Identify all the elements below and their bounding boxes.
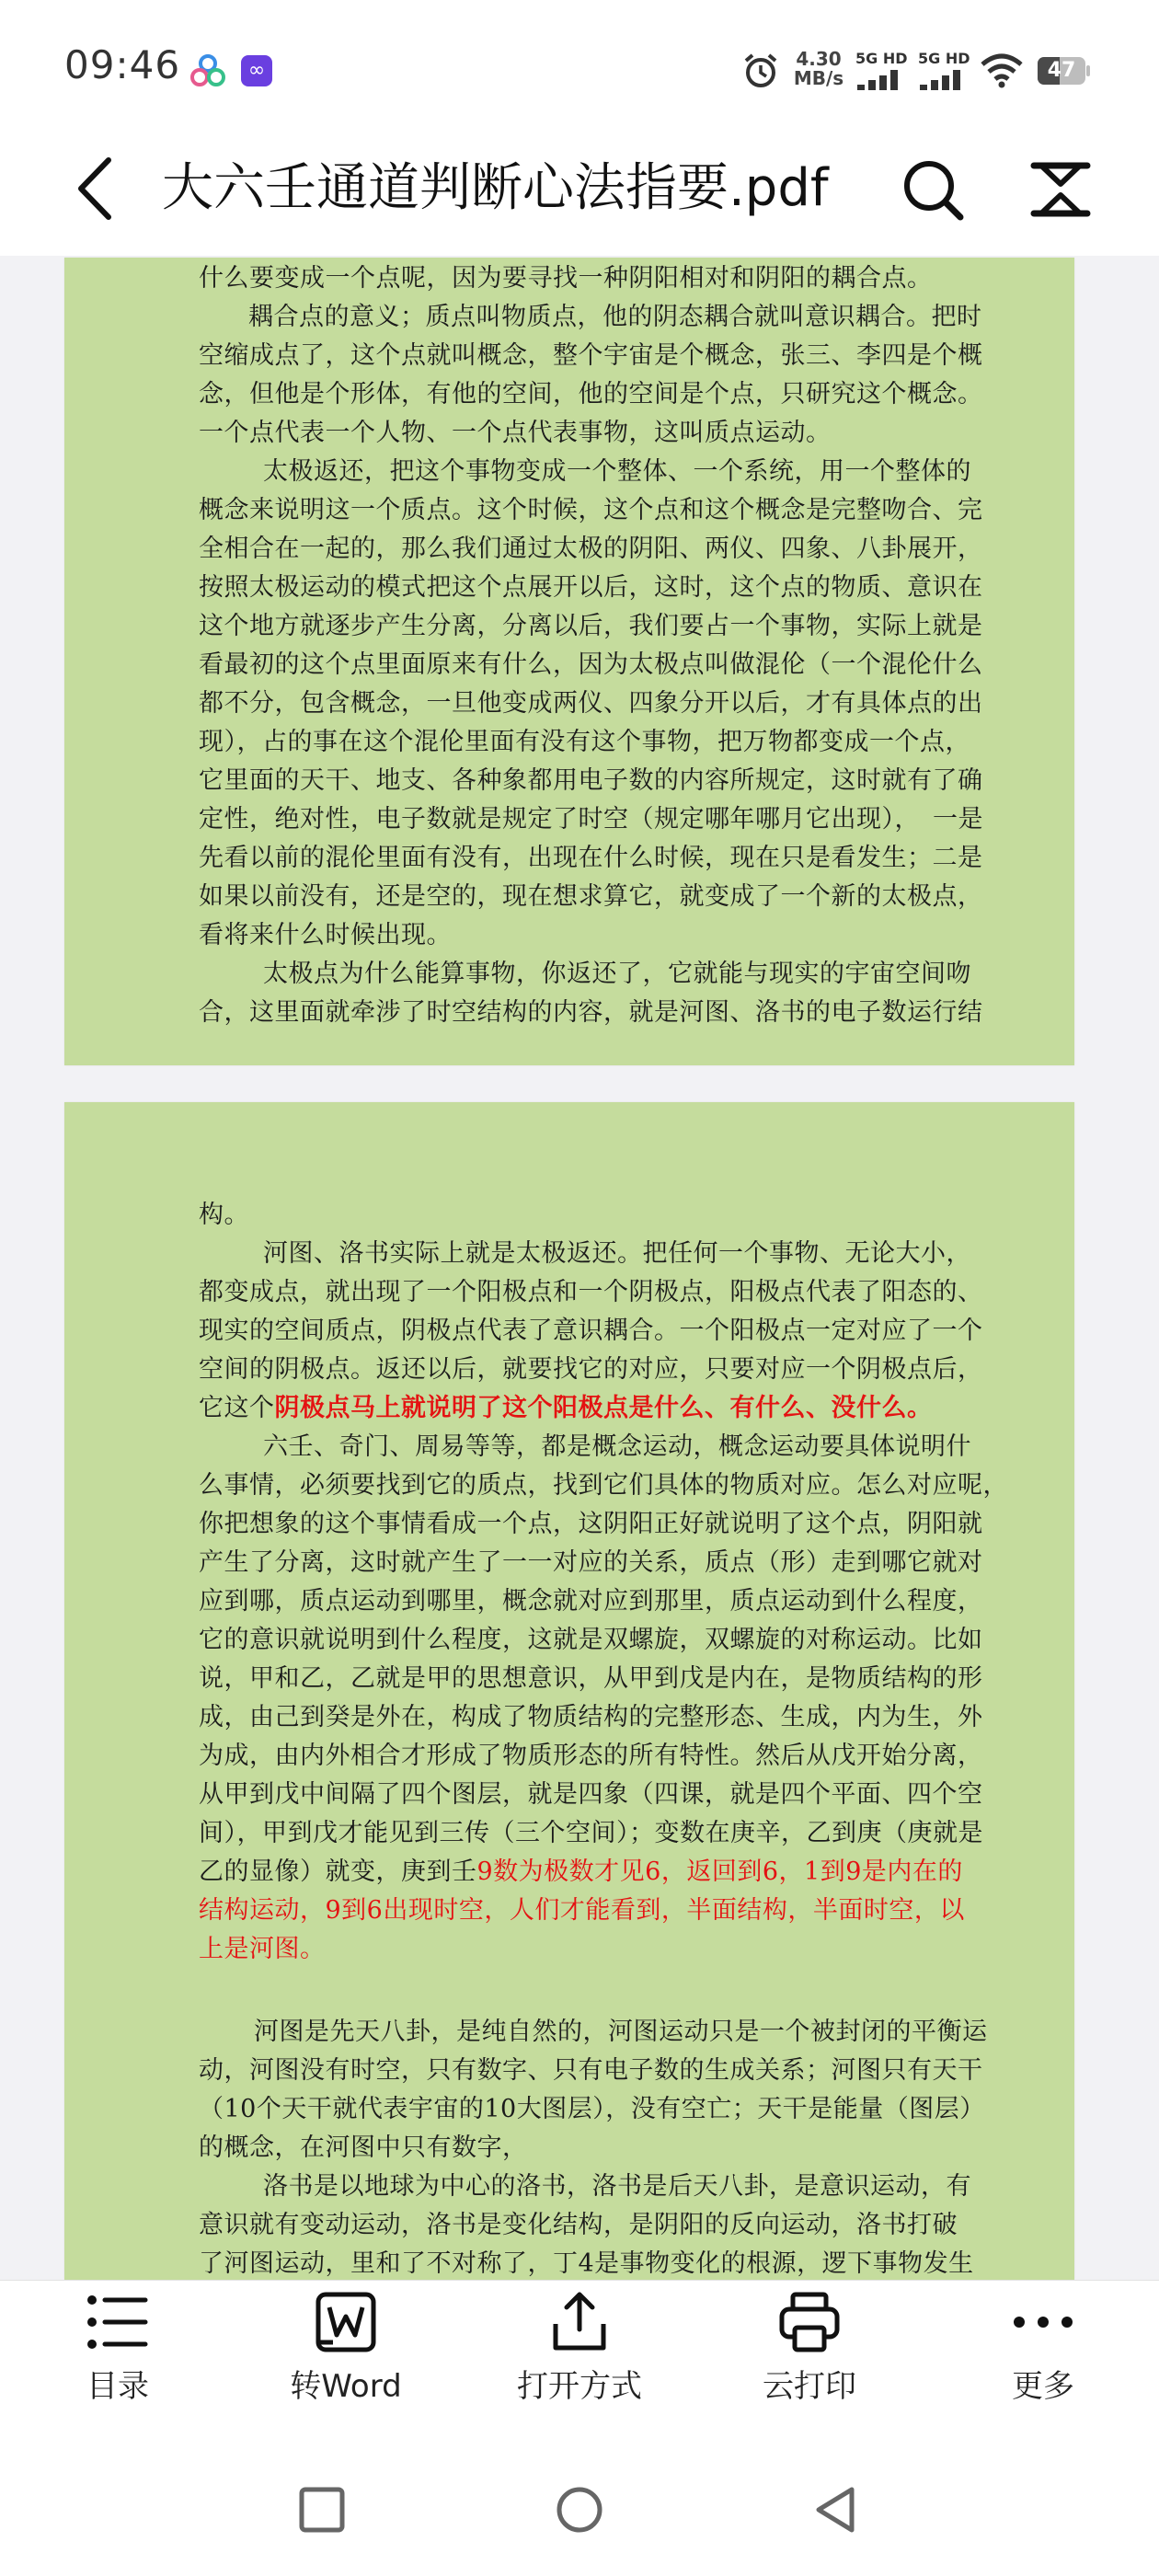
- text-line: 看将来什么时候出现。: [199, 921, 452, 949]
- share-icon: [546, 2289, 613, 2355]
- home-icon[interactable]: [552, 2482, 607, 2537]
- text-line: 现），占的事在这个混伦里面有没有这个事物，把万物都变成一个点，: [199, 728, 970, 756]
- app-badge-icon: ∞: [241, 55, 272, 86]
- toolbar-item-contents[interactable]: [26, 2289, 210, 2445]
- text-line: 耦合点的意义；质点叫物质点，他的阴态耦合就叫意识耦合。把时: [248, 303, 982, 331]
- net-speed: [789, 50, 848, 88]
- text-line: 河图、洛书实际上就是太极返还。把任何一个事物、无论大小，: [263, 1239, 971, 1268]
- sim2-label: 5G HD: [918, 50, 970, 67]
- alarm-icon: [741, 52, 780, 90]
- flower-icon: [189, 53, 226, 90]
- text-line: 的概念，在河图中只有数字，: [199, 2133, 528, 2162]
- text-line: 现实的空间质点，阴极点代表了意识耦合。一个阳极点一定对应了一个: [199, 1317, 983, 1345]
- text-line: 一个点代表一个人物、一个点代表事物，这叫质点运动。: [199, 419, 832, 447]
- text-line: 念，但他是个形体，有他的空间，他的空间是个点，只研究这个概念。: [199, 380, 983, 408]
- text-line: 这个地方就逐步产生分离，分离以后，我们要占一个事物，实际上就是: [199, 612, 983, 640]
- text-line: 洛书是以地球为中心的洛书，洛书是后天八卦，是意识运动，有: [263, 2172, 971, 2201]
- toolbar-label: 更多: [1012, 2368, 1074, 2405]
- text-line: 空缩成点了，这个点就叫概念，整个宇宙是个概念，张三、李四是个概: [199, 341, 983, 370]
- signal-bars-icon: [857, 70, 909, 90]
- back-arrow-icon[interactable]: [72, 155, 118, 223]
- text-line: [199, 1391, 1045, 1428]
- highlighted-text: 阴极点马上就说明了这个阳极点是什么、有什么、没什么。: [274, 1394, 933, 1422]
- text-line: 都不分，包含概念，一旦他变成两仪、四象分开以后，才有具体点的出: [199, 689, 983, 718]
- sim1-label: 5G HD: [855, 50, 908, 67]
- text-line: 说，甲和乙，乙就是甲的思想意识，从甲到戊是内在，是物质结构的形: [199, 1664, 983, 1693]
- text-line: 应到哪，质点运动到哪里，概念就对应到那里，质点运动到什么程度，: [199, 1587, 983, 1616]
- more-dots-icon: [1010, 2289, 1076, 2355]
- signal-icon: [918, 50, 975, 92]
- text-line: 按照太极运动的模式把这个点展开以后，这时，这个点的物质、意识在: [199, 573, 983, 602]
- word-convert-icon: [313, 2289, 379, 2355]
- text-line: 全相合在一起的，那么我们通过太极的阴阳、两仪、四象、八卦展开，: [199, 535, 983, 563]
- text-line: 太极点为什么能算事物，你返还了，它就能与现实的宇宙空间吻: [263, 960, 971, 988]
- text-line: 它里面的天干、地支、各种象都用电子数的内容所规定，这时就有了确: [199, 766, 983, 795]
- printer-icon: [776, 2289, 843, 2355]
- toolbar-item-cloud-print[interactable]: [717, 2289, 901, 2445]
- toolbar-label: 打开方式: [517, 2368, 642, 2405]
- text-line: 成，由己到癸是外在，构成了物质结构的完整形态、生成，内为生，外: [199, 1703, 983, 1731]
- text-line: 定性，绝对性，电子数就是规定了时空（规定哪年哪月它出现）， 一是: [199, 805, 983, 834]
- text-line: 动，河图没有时空，只有数字、只有电子数的生成关系；河图只有天干: [199, 2056, 983, 2085]
- toolbar-label: 云打印: [763, 2368, 856, 2405]
- text-line: 空间的阴极点。返还以后，就要找它的对应，只要对应一个阴极点后，: [199, 1355, 983, 1384]
- text-line: 概念来说明这一个质点。这个时候，这个点和这个概念是完整吻合、完: [199, 496, 983, 524]
- back-icon[interactable]: [809, 2482, 865, 2537]
- text-line: 产生了分离，这时就产生了一一对应的关系，质点（形）走到哪它就对: [199, 1548, 983, 1577]
- text-line: 先看以前的混伦里面有没有，出现在什么时候，现在只是看发生；二是: [199, 844, 983, 872]
- toolbar-item-to-word[interactable]: [254, 2289, 438, 2445]
- text-line: 六壬、奇门、周易等等，都是概念运动，概念运动要具体说明什: [263, 1432, 971, 1461]
- battery-icon: [1038, 57, 1091, 85]
- toolbar-label: 目录: [86, 2368, 149, 2405]
- text-line: [199, 1855, 1045, 1892]
- list-icon: [85, 2289, 151, 2355]
- pdf-page-1[interactable]: [64, 258, 1074, 1065]
- text-line: 了河图运动，里和了不对称了，丁4是事物变化的根源，逻下事物发生: [199, 2249, 974, 2278]
- text-line: 它的意识就说明到什么程度，这就是双螺旋，双螺旋的对称运动。比如: [199, 1626, 983, 1654]
- text-line: 都变成点，就出现了一个阳极点和一个阴极点，阳极点代表了阳态的、: [199, 1278, 983, 1306]
- toolbar-item-open-with[interactable]: [488, 2289, 671, 2445]
- text-line: 从甲到戊中间隔了四个图层，就是四象（四课，就是四个平面、四个空: [199, 1780, 983, 1809]
- text-line: 意识就有变动运动，洛书是变化结构，是阴阳的反向运动，洛书打破: [199, 2211, 958, 2239]
- text-line: 你把想象的这个事情看成一个点，这阴阳正好就说明了这个点，阴阳就: [199, 1510, 983, 1538]
- search-icon[interactable]: [900, 156, 966, 223]
- battery-level: 47: [1047, 59, 1076, 82]
- text-line: 构。: [199, 1201, 249, 1229]
- toolbar-item-more[interactable]: [951, 2289, 1135, 2445]
- wifi-icon: [981, 53, 1023, 88]
- text-line: 合，这里面就牵涉了时空结构的内容，就是河图、洛书的电子数运行结: [199, 998, 983, 1027]
- highlighted-text: 上是河图。: [199, 1935, 326, 1963]
- highlighted-text: 结构运动，9到6出现时空，人们才能看到，半面结构，半面时空，以: [199, 1896, 965, 1925]
- toolbar-label: 转Word: [290, 2368, 402, 2405]
- text-segment: 它这个: [199, 1394, 275, 1422]
- signal-icon: [855, 50, 912, 92]
- text-line: 什么要变成一个点呢，因为要寻找一种阴阳相对和阴阳的耦合点。: [199, 264, 933, 293]
- text-line: （10个天干就代表宇宙的10大图层），没有空亡；天干是能量（图层）: [199, 2095, 985, 2123]
- text-line: 太极返还，把这个事物变成一个整体、一个系统，用一个整体的: [263, 457, 971, 486]
- pdf-page-2[interactable]: [64, 1102, 1074, 2280]
- text-line: 为成，由内外相合才形成了物质形态的所有特性。然后从戊开始分离，: [199, 1742, 983, 1770]
- text-line: 看最初的这个点里面原来有什么，因为太极点叫做混伦（一个混伦什么: [199, 650, 983, 679]
- text-line: 么事情，必须要找到它的质点，找到它们具体的物质对应。怎么对应呢，: [199, 1471, 1008, 1500]
- menu-icon[interactable]: [1028, 156, 1093, 223]
- net-speed-value: 4.30: [796, 48, 842, 70]
- document-title: 大六壬通道判断心法指要.pdf: [162, 158, 829, 218]
- text-line: 河图是先天八卦，是纯自然的，河图运动只是一个被封闭的平衡运: [254, 2018, 988, 2046]
- net-speed-unit: MB/s: [793, 67, 844, 89]
- text-line: 间），甲到戊才能见到三传（三个空间）；变数在庚辛，乙到庚（庚就是: [199, 1819, 983, 1847]
- text-segment: 乙的显像）就变，庚到壬: [199, 1857, 477, 1886]
- highlighted-text: 9数为极数才见6，返回到6，1到9是内在的: [476, 1857, 963, 1886]
- recent-apps-icon[interactable]: [294, 2482, 350, 2537]
- signal-bars-icon: [920, 70, 971, 90]
- text-line: 如果以前没有，还是空的，现在想求算它，就变成了一个新的太极点，: [199, 882, 983, 911]
- clock: 09:46: [64, 42, 181, 87]
